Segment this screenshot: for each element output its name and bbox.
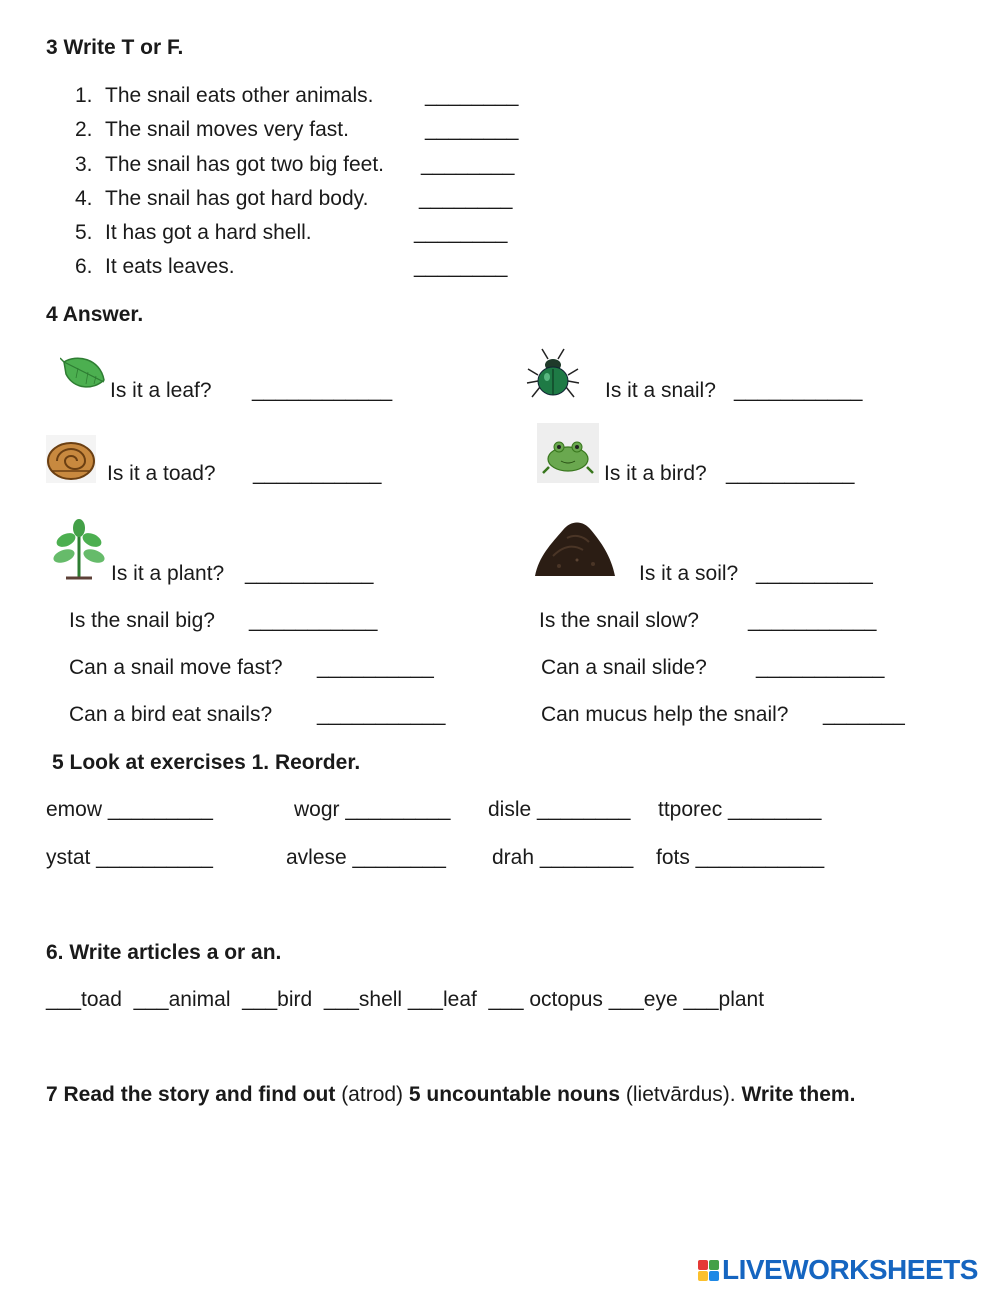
q-toad: Is it a toad? <box>107 462 216 485</box>
ex3-blank-5[interactable]: ________ <box>414 221 508 244</box>
q-move-fast-blank[interactable]: __________ <box>317 656 434 679</box>
q-leaf: Is it a leaf? <box>110 379 212 402</box>
q-leaf-blank[interactable]: ____________ <box>252 379 393 402</box>
ex6-title: 6. Write articles a or an. <box>46 941 282 964</box>
reorder-item-3[interactable]: disle ________ <box>488 798 631 821</box>
reorder-item-5[interactable]: ystat __________ <box>46 846 213 869</box>
ex3-blank-1[interactable]: ________ <box>425 84 519 107</box>
q-mucus-blank[interactable]: _______ <box>823 703 905 726</box>
q-snail-big-blank[interactable]: ___________ <box>249 609 378 632</box>
q-plant-blank[interactable]: ___________ <box>245 562 374 585</box>
q-snail-slow-blank[interactable]: ___________ <box>748 609 877 632</box>
leaf-icon <box>60 354 108 396</box>
liveworksheets-logo <box>698 1254 978 1286</box>
logo-text: LIVEWORKSHEETS <box>722 1254 978 1285</box>
ex3-item-4: 4. The snail has got hard body. <box>75 187 369 210</box>
ex3-item-6: 6. It eats leaves. <box>75 255 235 278</box>
ex3-item-2: 2. The snail moves very fast. <box>75 118 349 141</box>
ex3-item-3: 3. The snail has got two big feet. <box>75 153 384 176</box>
frog-icon <box>537 423 599 483</box>
reorder-item-6[interactable]: avlese ________ <box>286 846 446 869</box>
ex7-title: 7 Read the story and find out (atrod) 5 uncountable nouns (lietvārdus). Write them. <box>46 1083 856 1106</box>
q-snail-slow: Is the snail slow? <box>539 609 699 632</box>
q-snail-blank[interactable]: ___________ <box>734 379 863 402</box>
q-soil: Is it a soil? <box>639 562 739 585</box>
ex5-title: 5 Look at exercises 1. Reorder. <box>52 751 361 774</box>
reorder-item-4[interactable]: ttporec ________ <box>658 798 822 821</box>
q-bird-eat: Can a bird eat snails? <box>69 703 273 726</box>
q-snail: Is it a snail? <box>605 379 716 402</box>
logo-mark-icon <box>698 1260 719 1281</box>
q-move-fast: Can a snail move fast? <box>69 656 283 679</box>
reorder-item-8[interactable]: fots ___________ <box>656 846 825 869</box>
reorder-item-7[interactable]: drah ________ <box>492 846 634 869</box>
ex3-blank-6[interactable]: ________ <box>414 255 508 278</box>
ex3-title: 3 Write T or F. <box>46 36 184 59</box>
ex3-blank-3[interactable]: ________ <box>421 153 515 176</box>
reorder-item-1[interactable]: emow _________ <box>46 798 213 821</box>
q-snail-big: Is the snail big? <box>69 609 215 632</box>
q-mucus: Can mucus help the snail? <box>541 703 789 726</box>
snail-shell-icon <box>46 435 96 483</box>
q-toad-blank[interactable]: ___________ <box>253 462 382 485</box>
articles-line[interactable]: ___toad ___animal ___bird ___shell ___leaf ___ octopus ___eye ___plant <box>46 988 765 1011</box>
q-bird: Is it a bird? <box>604 462 707 485</box>
reorder-item-2[interactable]: wogr _________ <box>294 798 451 821</box>
ex3-item-1: 1. The snail eats other animals. <box>75 84 374 107</box>
q-bird-eat-blank[interactable]: ___________ <box>317 703 446 726</box>
soil-icon <box>533 516 617 578</box>
ex3-blank-2[interactable]: ________ <box>425 118 519 141</box>
q-bird-blank[interactable]: ___________ <box>726 462 855 485</box>
q-soil-blank[interactable]: __________ <box>756 562 873 585</box>
beetle-icon <box>524 345 582 403</box>
ex4-title: 4 Answer. <box>46 303 144 326</box>
q-slide-blank[interactable]: ___________ <box>756 656 885 679</box>
ex3-item-5: 5. It has got a hard shell. <box>75 221 312 244</box>
q-slide: Can a snail slide? <box>541 656 707 679</box>
ex3-blank-4[interactable]: ________ <box>419 187 513 210</box>
q-plant: Is it a plant? <box>111 562 225 585</box>
plant-icon <box>52 518 106 580</box>
